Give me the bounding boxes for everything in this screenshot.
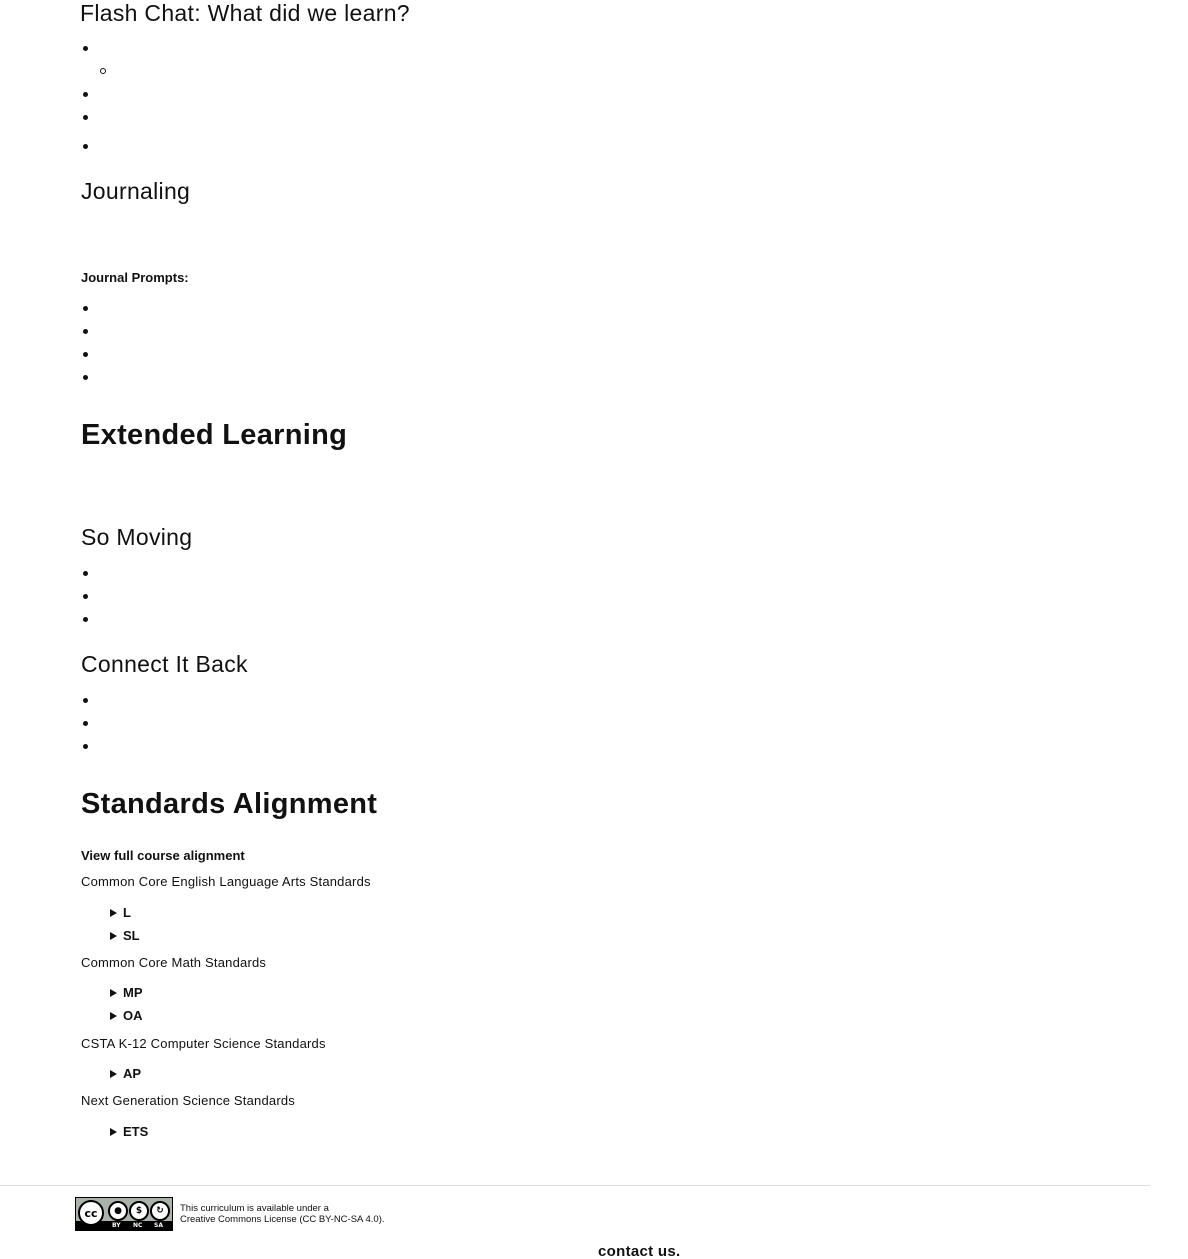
footer-divider	[0, 1185, 1150, 1186]
journaling-heading: Journaling	[81, 178, 191, 204]
badge-sa-label: SA	[154, 1222, 163, 1229]
flash-chat-bullet	[83, 92, 88, 97]
journal-prompt-bullet	[83, 306, 88, 311]
standards-group-title: Common Core English Language Arts Standards	[81, 874, 371, 889]
so-moving-bullet	[83, 617, 88, 622]
disclosure-triangle-icon	[110, 932, 117, 940]
standard-label: SL	[123, 928, 140, 943]
creative-commons-badge[interactable]	[75, 1197, 173, 1231]
standards-group-title: Common Core Math Standards	[81, 955, 267, 970]
journal-prompt-bullet	[83, 329, 88, 334]
journal-prompt-bullet	[83, 375, 88, 380]
cc-icon: cc	[78, 1200, 104, 1226]
standard-label: L	[123, 905, 131, 920]
attribution-icon: ●	[108, 1201, 128, 1221]
standard-label: AP	[123, 1066, 142, 1081]
view-full-course-alignment-link[interactable]: View full course alignment	[81, 848, 245, 863]
journal-prompt-bullet	[83, 352, 88, 357]
flash-chat-heading: Flash Chat: What did we learn?	[80, 0, 410, 26]
flash-chat-sub-bullet	[100, 68, 106, 74]
standard-toggle-mp[interactable]	[110, 986, 143, 999]
flash-chat-bullet	[83, 46, 88, 51]
connect-it-back-bullet	[83, 698, 88, 703]
disclosure-triangle-icon	[110, 989, 117, 997]
disclosure-triangle-icon	[110, 1128, 117, 1136]
standard-toggle-ap[interactable]	[110, 1067, 141, 1080]
contact-us-link[interactable]: contact us.	[598, 1243, 681, 1259]
standards-group-title: CSTA K-12 Computer Science Standards	[81, 1036, 326, 1051]
disclosure-triangle-icon	[110, 1012, 117, 1020]
disclosure-triangle-icon	[110, 1070, 117, 1078]
so-moving-bullet	[83, 594, 88, 599]
flash-chat-bullet	[83, 144, 88, 149]
standard-toggle-oa[interactable]	[110, 1009, 143, 1022]
badge-nc-label: NC	[133, 1222, 143, 1229]
standard-label: OA	[123, 1008, 143, 1023]
standard-label: MP	[123, 985, 143, 1000]
standard-toggle-ets[interactable]	[110, 1125, 148, 1138]
noncommercial-icon: $	[129, 1201, 149, 1221]
badge-by-label: BY	[112, 1222, 121, 1229]
standard-toggle-l[interactable]	[110, 906, 131, 919]
standards-group-title: Next Generation Science Standards	[81, 1093, 295, 1108]
sharealike-icon: ↻	[150, 1201, 170, 1221]
flash-chat-bullet	[83, 115, 88, 120]
license-text-line1: This curriculum is available under a	[180, 1203, 329, 1214]
standard-toggle-sl[interactable]	[110, 929, 140, 942]
connect-it-back-bullet	[83, 721, 88, 726]
standards-alignment-heading: Standards Alignment	[81, 788, 378, 820]
so-moving-heading: So Moving	[81, 524, 193, 550]
connect-it-back-bullet	[83, 744, 88, 749]
journal-prompts-label: Journal Prompts:	[81, 270, 189, 285]
standard-label: ETS	[123, 1124, 149, 1139]
disclosure-triangle-icon	[110, 909, 117, 917]
creative-commons-license-link[interactable]: Creative Commons License (CC BY-NC-SA 4.0).	[180, 1214, 385, 1225]
extended-learning-heading: Extended Learning	[81, 419, 348, 451]
so-moving-bullet	[83, 571, 88, 576]
connect-it-back-heading: Connect It Back	[81, 651, 248, 677]
